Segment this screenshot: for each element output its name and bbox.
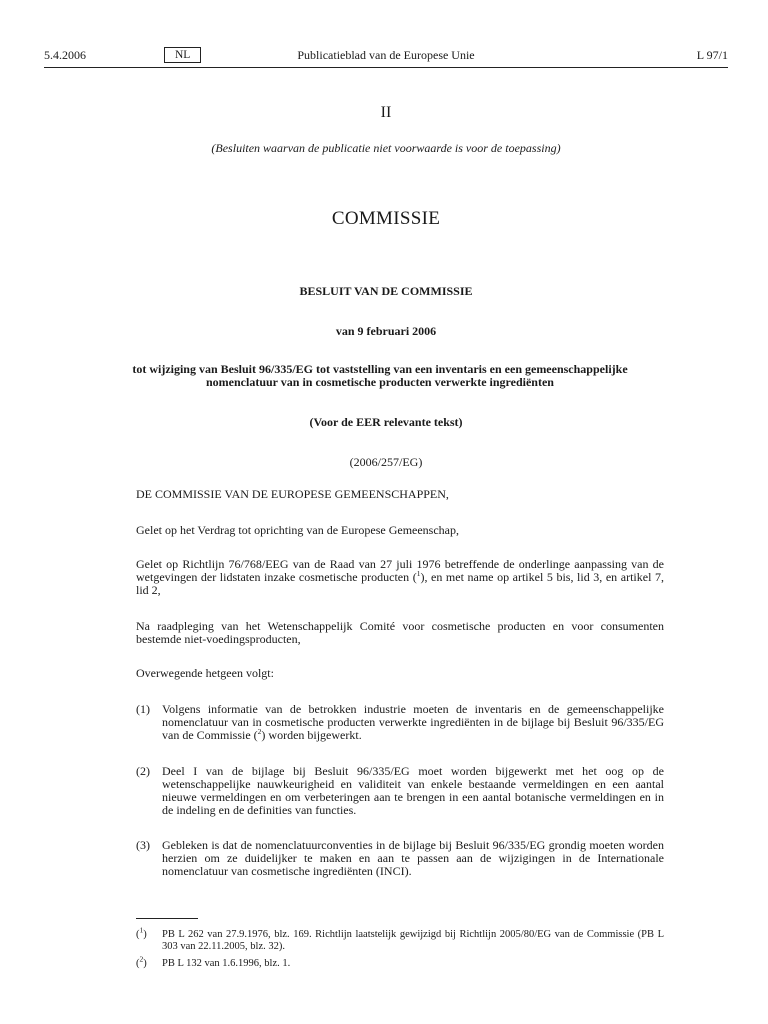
footnote-text: PB L 132 van 1.6.1996, blz. 1. bbox=[162, 958, 291, 969]
decision-number: (2006/257/EG) bbox=[349, 455, 423, 469]
recital-number: (1) bbox=[136, 702, 150, 716]
issuing-body: COMMISSIE bbox=[331, 208, 441, 229]
footnote-number bbox=[136, 925, 147, 941]
preamble-treaty: Gelet op het Verdrag tot oprichting van de Europese Gemeenschap, bbox=[136, 523, 460, 537]
footnote-text: PB L 262 van 27.9.1976, blz. 169. Richtlijn laatstelijk gewijzigd bij Richtlijn 2005/80/EG van de Commissie (PB L 303 van 22.11.2005, blz. 32). bbox=[162, 929, 664, 952]
decision-subject-text: tot wijziging van Besluit 96/335/EG tot vaststelling van een inventaris en een gemeenschappelijke nomenclatuur van in cosmetische producten verwerkte ingrediënten bbox=[132, 362, 628, 389]
publication-date: 5.4.2006 bbox=[44, 48, 86, 62]
recital-text: Deel I van de bijlage bij Besluit 96/335/EG moet worden bijgewerkt met het oog op de wetenschappelijke nauwkeurigheid en validiteit van enkele bestaande vermeldingen en een aantal nieuwe vermeldingen en om verbeteringen aan te brengen in een aantal botanische vermeldingen en in de indeling en de definities van functies. bbox=[162, 764, 664, 817]
preamble-directive-text-b: ), en met name op artikel 5 bis, lid 3, en artikel 7, lid 2, bbox=[136, 570, 664, 597]
recital-text bbox=[162, 703, 664, 742]
recital-number: (2) bbox=[136, 764, 150, 778]
recital-text-b: ) worden bijgewerkt. bbox=[261, 728, 362, 742]
preamble-directive bbox=[136, 558, 664, 597]
footnote-number-ref: 2 bbox=[139, 954, 144, 964]
preamble-institution: DE COMMISSIE VAN DE EUROPESE GEMEENSCHAPPEN, bbox=[136, 487, 449, 501]
eea-relevance: (Voor de EER relevante tekst) bbox=[309, 415, 463, 429]
page-header bbox=[44, 45, 728, 68]
footnote-ref-2[interactable]: 2 bbox=[257, 727, 262, 736]
page-number: L 97/1 bbox=[696, 48, 728, 62]
decision-date: van 9 februari 2006 bbox=[335, 324, 437, 338]
section-number: II bbox=[380, 104, 392, 121]
footnote-number bbox=[136, 954, 147, 970]
preamble-whereas: Overwegende hetgeen volgt: bbox=[136, 666, 274, 680]
preamble-directive-text-a: Gelet op Richtlijn 76/768/EEG van de Raad van 27 juli 1976 betreffende de onderlinge aanpassing van de wetgevingen der lidstaten inzake cosmetische producten ( bbox=[136, 557, 664, 584]
decision-subject bbox=[120, 363, 640, 389]
footnote-ref-1[interactable]: 1 bbox=[416, 569, 421, 578]
section-subtitle: (Besluiten waarvan de publicatie niet voorwaarde is voor de toepassing) bbox=[211, 141, 561, 155]
recital-number: (3) bbox=[136, 838, 150, 852]
language-badge: NL bbox=[164, 47, 201, 63]
footnote-number-ref: 1 bbox=[139, 925, 144, 935]
footnote-open-paren: ( bbox=[136, 958, 140, 969]
recital-text: Gebleken is dat de nomenclatuurconventies in de bijlage bij Besluit 96/335/EG grondig moeten worden herzien om ze duidelijker te maken en aan te passen aan de wijzigingen in de Internationale nomenclatuur van cosmetische ingrediënten (INCI). bbox=[162, 838, 664, 878]
footnote-close-paren: ) bbox=[143, 929, 147, 940]
recital-text-a: Volgens informatie van de betrokken industrie moeten de inventaris en de gemeenschappelijke nomenclatuur van in cosmetische producten verwerkte ingrediënten in de bijlage bij Besluit 96/335/EG van de Commissie ( bbox=[162, 702, 664, 742]
journal-title: Publicatieblad van de Europese Unie bbox=[297, 48, 475, 62]
footnote-open-paren: ( bbox=[136, 929, 140, 940]
decision-title: BESLUIT VAN DE COMMISSIE bbox=[299, 284, 473, 298]
preamble-consultation: Na raadpleging van het Wetenschappelijk Comité voor cosmetische producten en voor consumenten bestemde niet-voedingsproducten, bbox=[136, 619, 664, 646]
footnote-close-paren: ) bbox=[143, 958, 147, 969]
footnote-divider bbox=[136, 918, 198, 919]
